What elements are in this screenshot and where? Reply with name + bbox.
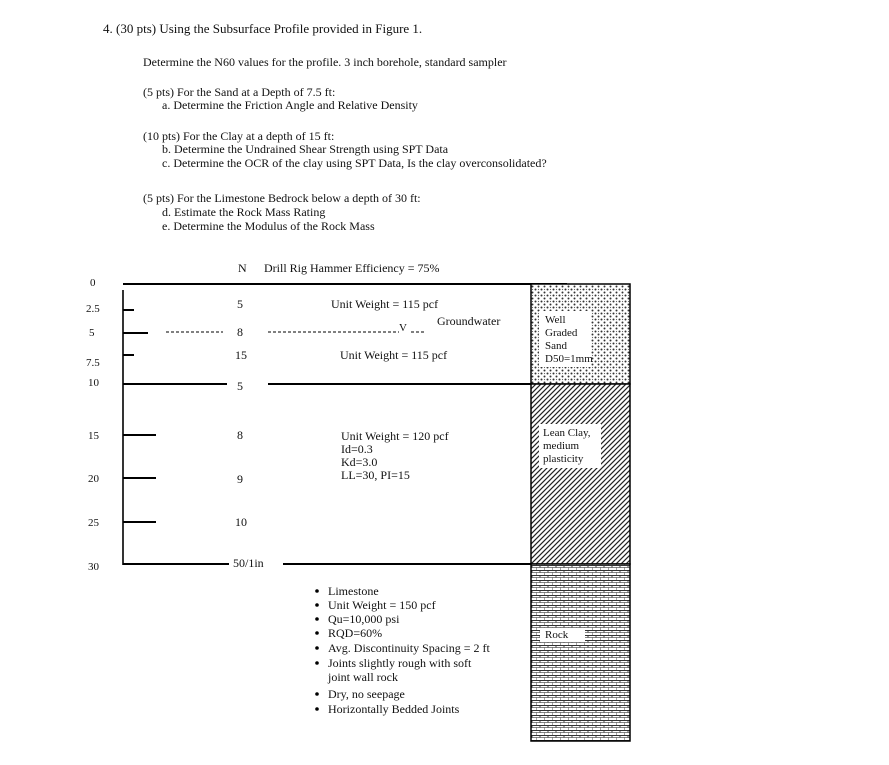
groundwater-label: Groundwater	[437, 314, 501, 328]
depth-label-0: 0	[90, 277, 96, 289]
rock-bullet-6-cont: joint wall rock	[328, 670, 398, 684]
clay-label-line-3: plasticity	[543, 453, 584, 465]
sand-label-line-1: Well	[545, 314, 566, 326]
n-column-header: N	[238, 261, 247, 275]
question-heading: 4. (30 pts) Using the Subsurface Profile provided in Figure 1.	[103, 21, 423, 36]
rock-bullet-1: Limestone	[328, 584, 379, 598]
depth-label-15: 15	[88, 430, 99, 442]
part-rock-title: (5 pts) For the Limestone Bedrock below a depth of 30 ft:	[143, 191, 421, 205]
clay-layer-column	[531, 384, 630, 564]
sand-label-line-2: Graded	[545, 327, 578, 339]
rock-layer-column	[531, 564, 630, 741]
n-value-20: 9	[237, 472, 243, 486]
clay-label-line-2: medium	[543, 440, 580, 452]
rock-bullet-2: Unit Weight = 150 pcf	[328, 598, 436, 612]
rock-bullet-5: Avg. Discontinuity Spacing = 2 ft	[328, 641, 490, 655]
rock-label: Rock	[545, 629, 569, 641]
sand-unit-weight-lower: Unit Weight = 115 pcf	[340, 348, 448, 362]
groundwater-symbol-icon: V	[399, 322, 407, 334]
depth-label-10: 10	[88, 377, 99, 389]
rock-bullet-8: Horizontally Bedded Joints	[328, 702, 460, 716]
rock-bullet-6: Joints slightly rough with soft	[328, 656, 472, 670]
n-value-2.5: 5	[237, 297, 243, 311]
part-clay-item-c: c. Determine the OCR of the clay using SPT Data, Is the clay overconsolidated?	[162, 156, 547, 170]
rock-bullet-7: Dry, no seepage	[328, 687, 405, 701]
n-value-7.5: 15	[235, 348, 247, 362]
n-value-25: 10	[235, 515, 247, 529]
depth-label-5: 5	[89, 327, 95, 339]
rock-bullet-4: RQD=60%	[328, 626, 383, 640]
clay-atterberg: LL=30, PI=15	[341, 468, 410, 482]
depth-label-25: 25	[88, 517, 99, 529]
part-sand-title: (5 pts) For the Sand at a Depth of 7.5 ft:	[143, 85, 336, 99]
clay-label-line-1: Lean Clay,	[543, 427, 591, 439]
depth-label-30: 30	[88, 561, 99, 573]
sand-label-line-3: Sand	[545, 340, 567, 352]
n-value-30: 50/1in	[233, 556, 264, 570]
rock-bullets	[315, 589, 319, 711]
sand-unit-weight-upper: Unit Weight = 115 pcf	[331, 297, 439, 311]
n-value-5: 8	[237, 325, 243, 339]
sand-label-line-4: D50=1mm	[545, 353, 593, 365]
part-rock-item-e: e. Determine the Modulus of the Rock Mass	[162, 219, 375, 233]
clay-id: Id=0.3	[341, 442, 373, 456]
n-value-15: 8	[237, 428, 243, 442]
n-value-10: 5	[237, 379, 243, 393]
clay-unit-weight: Unit Weight = 120 pcf	[341, 429, 449, 443]
rock-bullet-3: Qu=10,000 psi	[328, 612, 400, 626]
part-clay-item-b: b. Determine the Undrained Shear Strength using SPT Data	[162, 142, 449, 156]
hammer-efficiency: Drill Rig Hammer Efficiency = 75%	[264, 261, 440, 275]
part-sand-item-a: a. Determine the Friction Angle and Relative Density	[162, 98, 418, 112]
part-rock-item-d: d. Estimate the Rock Mass Rating	[162, 205, 326, 219]
part-clay-title: (10 pts) For the Clay at a depth of 15 ft:	[143, 129, 335, 143]
depth-label-2.5: 2.5	[86, 303, 100, 315]
depth-label-7.5: 7.5	[86, 357, 100, 369]
question-intro: Determine the N60 values for the profile. 3 inch borehole, standard sampler	[143, 55, 507, 69]
clay-kd: Kd=3.0	[341, 455, 378, 469]
depth-label-20: 20	[88, 473, 99, 485]
